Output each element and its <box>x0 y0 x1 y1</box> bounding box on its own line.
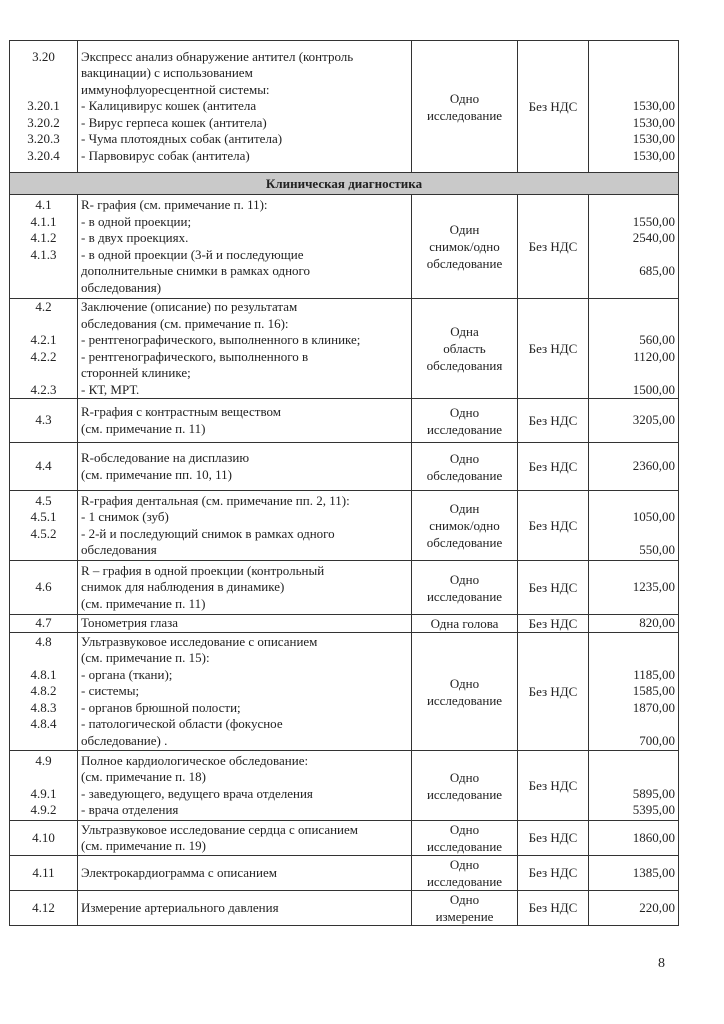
item-price-line <box>592 316 675 333</box>
item-price-line: 1500,00 <box>632 381 675 397</box>
table-row <box>10 751 679 821</box>
item-unit <box>412 561 518 615</box>
item-code-line: 4.7 <box>35 615 52 631</box>
item-unit-line: Одно <box>449 857 480 872</box>
item-description <box>78 891 412 926</box>
item-unit-line: исследование <box>426 786 503 802</box>
item-unit-line: исследование <box>426 421 503 437</box>
item-description-line: - в одной проекции; <box>81 213 192 229</box>
item-unit <box>412 891 518 926</box>
item-price-line: 1585,00 <box>632 683 675 699</box>
item-description-line: Полное кардиологическое обследование: <box>81 752 309 768</box>
price-table <box>9 40 679 926</box>
item-price-line: 685,00 <box>639 263 675 278</box>
item-code <box>10 491 78 561</box>
item-vat: Без НДС <box>518 615 589 633</box>
item-price-line <box>592 280 675 297</box>
item-description-line: Экспресс анализ обнаружение антител (контроль <box>81 48 354 64</box>
item-price <box>589 443 679 491</box>
item-description-line: Тонометрия глаза <box>81 615 179 631</box>
item-price <box>589 891 679 926</box>
item-code-line: 4.12 <box>32 899 55 915</box>
item-price-line <box>592 49 675 66</box>
item-unit-line: снимок/одно <box>429 239 500 254</box>
item-code-line <box>13 82 74 99</box>
item-vat: Без НДС <box>518 821 589 856</box>
item-code-line: 4.8.4 <box>30 716 57 732</box>
item-description-line: (см. примечание п. 11) <box>81 420 206 436</box>
item-description-line: - врача отделения <box>81 802 179 817</box>
item-description-line: Измерение артериального давления <box>81 899 279 915</box>
item-description-line: - в двух проекциях. <box>81 230 189 245</box>
item-price <box>589 633 679 751</box>
item-price-line: 1050,00 <box>632 509 675 524</box>
item-description-line: - 2-й и последующий снимок в рамках одного <box>81 525 335 541</box>
item-description-line: обследования <box>81 542 157 557</box>
item-code <box>10 856 78 891</box>
item-code <box>10 751 78 821</box>
item-code <box>10 561 78 615</box>
item-code-line: 3.20.4 <box>27 147 60 163</box>
item-unit-line: Одно <box>449 769 480 785</box>
item-description <box>78 195 412 299</box>
item-price-line <box>592 753 675 770</box>
item-description-line: - системы; <box>81 683 140 699</box>
item-code-line <box>13 65 74 82</box>
item-description-line: (см. примечание пп. 10, 11) <box>81 466 232 482</box>
item-price-line: 820,00 <box>639 615 675 631</box>
table-row <box>10 561 679 615</box>
item-code-line: 4.1.2 <box>30 230 57 245</box>
item-price-line: 1530,00 <box>632 131 675 147</box>
item-unit <box>412 443 518 491</box>
item-price-line <box>592 197 675 214</box>
item-unit <box>412 491 518 561</box>
item-unit-line: Одно <box>449 822 480 837</box>
item-price-line <box>592 65 675 82</box>
item-code <box>10 633 78 751</box>
item-description <box>78 821 412 856</box>
item-vat: Без НДС <box>518 891 589 926</box>
item-unit <box>412 299 518 399</box>
item-unit <box>412 399 518 443</box>
item-price-line: 1120,00 <box>633 348 675 364</box>
item-unit <box>412 751 518 821</box>
item-description-line: иммунофлуоресцентной системы: <box>81 81 270 97</box>
item-price-line: 1530,00 <box>632 147 675 163</box>
item-vat: Без НДС <box>518 751 589 821</box>
item-code-line: 4.8.1 <box>30 666 57 682</box>
item-code-line <box>13 365 74 382</box>
table-row <box>10 399 679 443</box>
item-description-line: R- графия (см. примечание п. 11): <box>81 197 268 212</box>
item-code-line: 4.11 <box>32 864 55 880</box>
table-row <box>10 633 679 751</box>
item-description <box>78 751 412 821</box>
item-price-line: 5895,00 <box>632 785 675 801</box>
item-code-line: 4.8.2 <box>30 683 57 699</box>
item-description-line: (см. примечание п. 19) <box>81 838 206 853</box>
page-number: 8 <box>658 956 665 971</box>
item-code-line: 4.9.2 <box>30 802 57 817</box>
item-code-line: 4.9.1 <box>30 785 57 801</box>
item-price <box>589 41 679 173</box>
item-vat: Без НДС <box>518 41 589 173</box>
item-code-line <box>13 263 74 280</box>
item-code-line: 4.8.3 <box>30 699 57 715</box>
item-price-line: 1385,00 <box>632 864 675 880</box>
item-price-line <box>592 769 675 786</box>
item-code-line: 4.10 <box>32 829 55 845</box>
item-description-line: - рентгенографического, выполненного в клинике; <box>81 332 361 347</box>
item-unit-line: снимок/одно <box>429 518 500 533</box>
section-row <box>10 173 679 195</box>
item-description-line: (см. примечание п. 18) <box>81 769 206 784</box>
item-price-line <box>592 493 675 510</box>
item-price-line <box>592 716 675 733</box>
item-description-line: обследование) . <box>81 732 168 748</box>
item-code-line: 4.1.3 <box>30 246 57 262</box>
item-code-line: 4.2 <box>35 299 52 314</box>
item-code <box>10 195 78 299</box>
item-price-line: 700,00 <box>639 732 675 748</box>
item-code-line: 4.4 <box>35 458 52 474</box>
item-code-line: 3.20.1 <box>27 98 60 114</box>
item-price-line: 1530,00 <box>632 114 675 130</box>
item-description-line: - КТ, МРТ. <box>81 381 140 397</box>
item-price <box>589 615 679 633</box>
item-price-line: 2540,00 <box>632 230 675 245</box>
item-unit-line: исследование <box>426 692 503 708</box>
item-code-line: 4.5.2 <box>30 525 57 541</box>
item-description-line: снимок для наблюдения в динамике) <box>81 579 285 595</box>
item-vat: Без НДС <box>518 856 589 891</box>
item-vat: Без НДС <box>518 561 589 615</box>
item-price-line: 1550,00 <box>632 213 675 229</box>
item-price <box>589 751 679 821</box>
item-unit-line: Один <box>449 501 480 516</box>
item-unit-line: исследование <box>426 107 503 123</box>
item-unit-line: исследование <box>426 839 503 854</box>
item-code-line: 4.6 <box>35 579 52 595</box>
item-description-line: дополнительные снимки в рамках одного <box>81 263 311 278</box>
item-unit-line: исследование <box>426 588 503 604</box>
item-unit <box>412 41 518 173</box>
item-unit-line: обследование <box>426 535 503 550</box>
item-code-line: 4.1 <box>35 197 52 212</box>
item-description <box>78 443 412 491</box>
item-description-line: Ультразвуковое исследование сердца с описанием <box>81 821 359 837</box>
item-price-line: 3205,00 <box>632 412 675 428</box>
item-price <box>589 399 679 443</box>
item-vat: Без НДС <box>518 399 589 443</box>
table-row <box>10 299 679 399</box>
item-unit <box>412 195 518 299</box>
item-code-line: 4.5 <box>35 492 52 508</box>
item-price-line: 1185,00 <box>633 666 675 682</box>
item-description-line: (см. примечание п. 11) <box>81 595 206 611</box>
item-price <box>589 491 679 561</box>
item-description <box>78 856 412 891</box>
item-unit <box>412 856 518 891</box>
item-price <box>589 856 679 891</box>
item-price-line: 1530,00 <box>632 98 675 114</box>
table-row <box>10 195 679 299</box>
item-description <box>78 399 412 443</box>
item-description-line: R – графия в одной проекции (контрольный <box>81 562 325 578</box>
item-code-line: 4.8 <box>35 633 52 649</box>
item-unit <box>412 633 518 751</box>
item-unit-line: Один <box>449 222 480 237</box>
item-code-line: 4.3 <box>35 412 52 428</box>
item-description-line: - Вирус герпеса кошек (антитела) <box>81 114 267 130</box>
item-code <box>10 615 78 633</box>
item-price <box>589 561 679 615</box>
item-code-line <box>13 769 74 786</box>
item-description <box>78 561 412 615</box>
item-price-line: 560,00 <box>639 332 675 347</box>
item-description <box>78 491 412 561</box>
item-description-line: - органа (ткани); <box>81 666 173 682</box>
item-price-line <box>592 526 675 543</box>
item-vat: Без НДС <box>518 491 589 561</box>
item-code-line <box>13 542 74 559</box>
item-price-line: 2360,00 <box>632 458 675 474</box>
item-code-line: 3.20.2 <box>27 114 60 130</box>
item-description-line: вакцинации) с использованием <box>81 65 253 81</box>
item-description-line: - органов брюшной полости; <box>81 699 241 715</box>
item-unit-line: Одна <box>450 324 479 339</box>
item-code-line <box>13 650 74 667</box>
item-code <box>10 443 78 491</box>
item-code-line: 4.2.2 <box>30 348 57 364</box>
item-description-line: - Чума плотоядных собак (антитела) <box>81 131 283 147</box>
table-row <box>10 856 679 891</box>
item-price-line: 1860,00 <box>632 829 675 845</box>
item-price-line: 1870,00 <box>632 699 675 715</box>
item-description <box>78 41 412 173</box>
item-description-line: - патологической области (фокусное <box>81 716 283 732</box>
item-unit <box>412 615 518 633</box>
item-unit-line: Одно <box>449 450 480 466</box>
item-description <box>78 615 412 633</box>
item-vat: Без НДС <box>518 633 589 751</box>
table-row <box>10 891 679 926</box>
item-unit-line: обследование <box>426 256 503 271</box>
item-code-line <box>13 280 74 297</box>
item-description-line: - в одной проекции (3-й и последующие <box>81 246 304 262</box>
item-price-line: 220,00 <box>639 899 675 915</box>
item-description-line: - Парвовирус собак (антитела) <box>81 147 250 163</box>
item-code-line: 4.2.1 <box>30 332 57 347</box>
item-description-line: - заведующего, ведущего врача отделения <box>81 785 313 801</box>
item-description-line: обследования) <box>81 279 162 295</box>
item-unit-line: измерение <box>435 909 494 924</box>
item-unit-line: обследование <box>426 467 503 483</box>
table-row <box>10 491 679 561</box>
item-description-line: - 1 снимок (зуб) <box>81 509 169 524</box>
item-description-line: сторонней клинике; <box>81 365 191 380</box>
table-row <box>10 615 679 633</box>
item-vat: Без НДС <box>518 299 589 399</box>
item-description-line: обследования (см. примечание п. 16): <box>81 315 289 331</box>
item-price-line <box>592 82 675 99</box>
item-unit-line: Одно <box>449 571 480 587</box>
item-price-line <box>592 247 675 264</box>
item-unit-line: область <box>443 341 486 356</box>
item-code-line: 4.2.3 <box>30 381 57 397</box>
item-code <box>10 41 78 173</box>
item-unit-line: Одно <box>449 404 480 420</box>
item-code-line <box>13 733 74 750</box>
item-price-line: 550,00 <box>639 542 675 557</box>
section-title: Клиническая диагностика <box>10 173 679 195</box>
table-row <box>10 821 679 856</box>
item-description-line: R-обследование на дисплазию <box>81 450 250 465</box>
item-price <box>589 821 679 856</box>
item-price-line <box>592 634 675 651</box>
item-unit-line: Одно <box>449 892 480 907</box>
item-code <box>10 821 78 856</box>
item-unit-line: Одна голова <box>430 616 499 631</box>
item-description <box>78 299 412 399</box>
item-code-line <box>13 316 74 333</box>
table-row <box>10 443 679 491</box>
item-code-line: 4.1.1 <box>30 213 57 229</box>
item-description <box>78 633 412 751</box>
item-code-line: 3.20.3 <box>27 131 60 147</box>
item-price-line: 5395,00 <box>632 802 675 817</box>
table-row <box>10 41 679 173</box>
item-code-line: 4.5.1 <box>30 509 57 524</box>
item-description-line: - Калицивирус кошек (антитела <box>81 98 257 114</box>
price-table-body <box>10 41 679 926</box>
item-price <box>589 299 679 399</box>
item-description-line: R-графия с контрастным веществом <box>81 404 281 419</box>
item-description-line: (см. примечание п. 15): <box>81 650 210 666</box>
item-code-line: 4.9 <box>35 752 52 768</box>
item-unit <box>412 821 518 856</box>
item-code <box>10 299 78 399</box>
item-code <box>10 891 78 926</box>
item-vat: Без НДС <box>518 443 589 491</box>
item-unit-line: Одно <box>449 90 480 106</box>
item-price <box>589 195 679 299</box>
item-code <box>10 399 78 443</box>
item-price-line: 1235,00 <box>632 579 675 595</box>
item-description-line: Ультразвуковое исследование с описанием <box>81 633 318 649</box>
item-description-line: Заключение (описание) по результатам <box>81 299 298 314</box>
item-description-line: R-графия дентальная (см. примечание пп. 2, 11): <box>81 492 350 508</box>
item-unit-line: Одно <box>449 675 480 691</box>
item-price-line <box>592 650 675 667</box>
item-description-line: - рентгенографического, выполненного в <box>81 348 309 364</box>
item-vat: Без НДС <box>518 195 589 299</box>
item-code-line: 3.20 <box>32 48 55 64</box>
item-price-line <box>592 365 675 382</box>
item-description-line: Электрокардиограмма с описанием <box>81 864 277 880</box>
item-unit-line: исследование <box>426 874 503 889</box>
item-unit-line: обследования <box>426 358 503 373</box>
item-price-line <box>592 299 675 316</box>
